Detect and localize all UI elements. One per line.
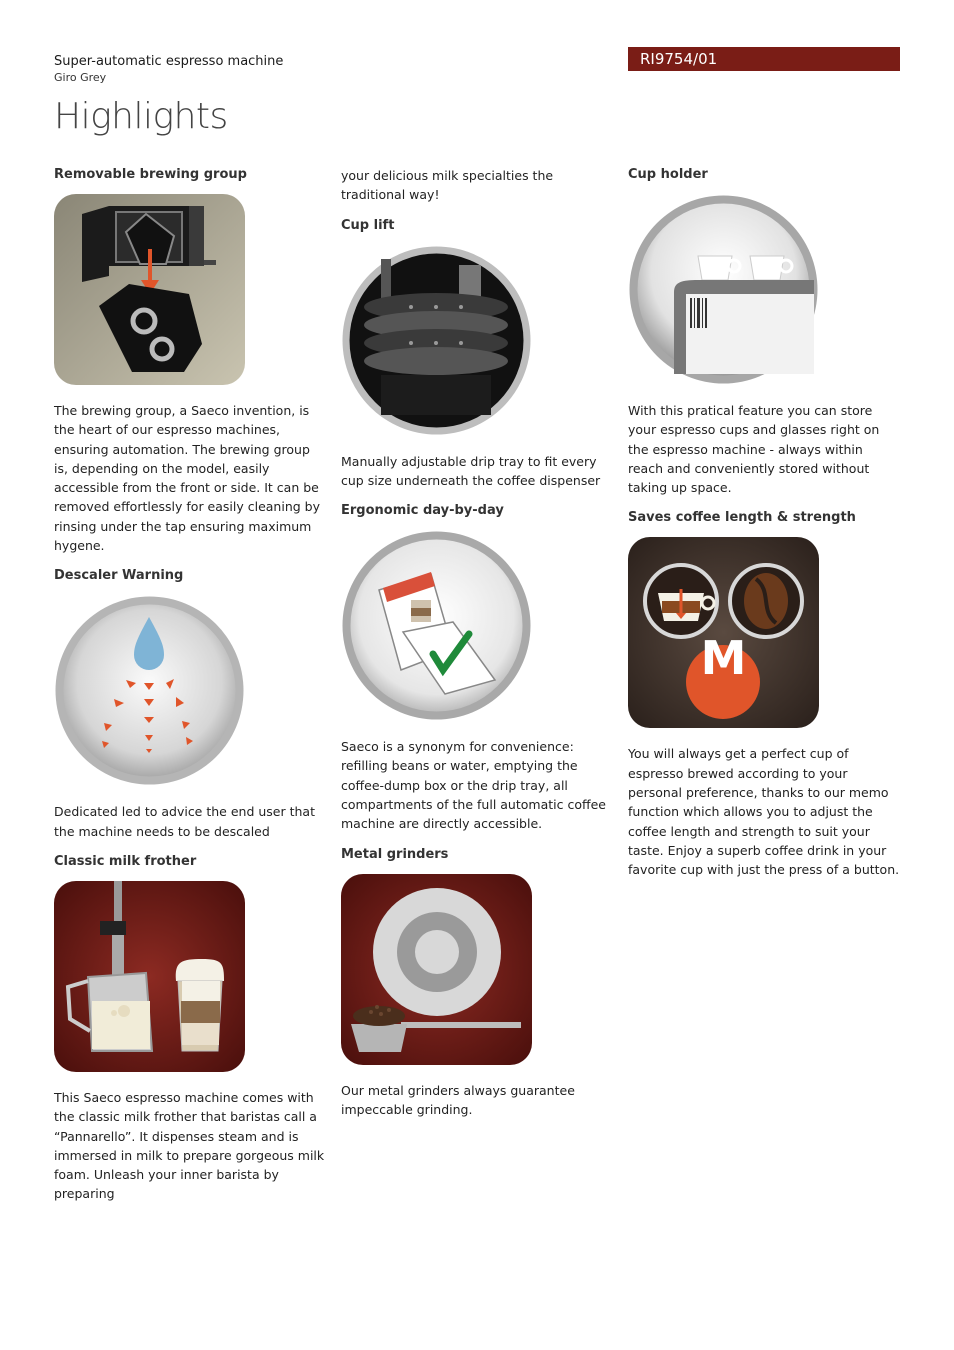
feature-title: Removable brewing group [54, 167, 247, 182]
feature-title: Classic milk frother [54, 853, 197, 869]
descaler-icon [54, 595, 245, 786]
feature-text: Our metal grinders always guarantee impeccable grinding. [341, 1082, 575, 1117]
memo-button-letter: M [700, 631, 747, 685]
feature-text: With this pratical feature you can store your espresso cups and glasses right on the espresso machine - always within reach and conveniently stored without taking up space. [628, 403, 880, 496]
feature-title: Cup holder [628, 167, 708, 182]
feature-title: Descaler Warning [54, 568, 184, 584]
feature-cup-lift [341, 217, 613, 491]
feature-metal-grinders [341, 846, 613, 1120]
product-variant: Giro Grey [54, 71, 107, 84]
feature-text: This Saeco espresso machine comes with the classic milk frother that baristas call a “Pannarello”. It dispenses steam and is immersed in milk to prepare gorgeous milk foam. Unleash your inner barista by preparing [54, 1089, 325, 1202]
column-2 [341, 166, 613, 1131]
feature-milk-frother [54, 853, 326, 1204]
feature-text: The brewing group, a Saeco invention, is the heart of our espresso machines, ensuring automation. The brewing group is, depending on the model, easily accessible from the front or side. It can be removed effortlessly for easily cleaning by rinsing under the tap ensuring maximum hygene. [54, 403, 320, 554]
brewing-group-icon [54, 194, 245, 385]
feature-text: Dedicated led to advice the end user that the machine needs to be descaled [54, 804, 315, 839]
feature-descaler [54, 567, 326, 841]
feature-text: Manually adjustable drip tray to fit every cup size underneath the coffee dispenser [341, 453, 601, 488]
feature-title: Ergonomic day-by-day [341, 503, 504, 519]
page-title: Highlights [54, 96, 228, 137]
ergonomic-calendar-icon [341, 530, 532, 721]
column-3 [628, 166, 900, 892]
feature-brewing-group [54, 166, 326, 555]
feature-text-continued: your delicious milk specialties the traditional way! [341, 168, 554, 203]
feature-memo [628, 509, 900, 879]
product-name: Super-automatic espresso machine [54, 54, 284, 69]
feature-title: Cup lift [341, 217, 395, 233]
feature-title: Saves coffee length & strength [628, 510, 856, 526]
milk-frother-icon [54, 881, 245, 1072]
cup-holder-icon [628, 194, 819, 385]
cup-lift-icon [341, 245, 532, 436]
feature-ergonomic [341, 502, 613, 833]
metal-grinder-icon [341, 874, 532, 1065]
feature-text: You will always get a perfect cup of espresso brewed according to your personal preference, thanks to our memo function which allows you to adjust the coffee length and strength to suit your taste. Enjoy a superb coffee drink in your favorite cup with just the press of a button. [628, 746, 900, 878]
feature-cup-holder [628, 166, 900, 497]
model-badge: RI9754/01 [628, 47, 900, 71]
column-1 [54, 166, 326, 1216]
feature-title: Metal grinders [341, 846, 449, 862]
feature-text: Saeco is a synonym for convenience: refilling beans or water, emptying the coffee-dump box or the drip tray, all compartments of the full automatic coffee machine are directly accessible. [341, 739, 606, 832]
